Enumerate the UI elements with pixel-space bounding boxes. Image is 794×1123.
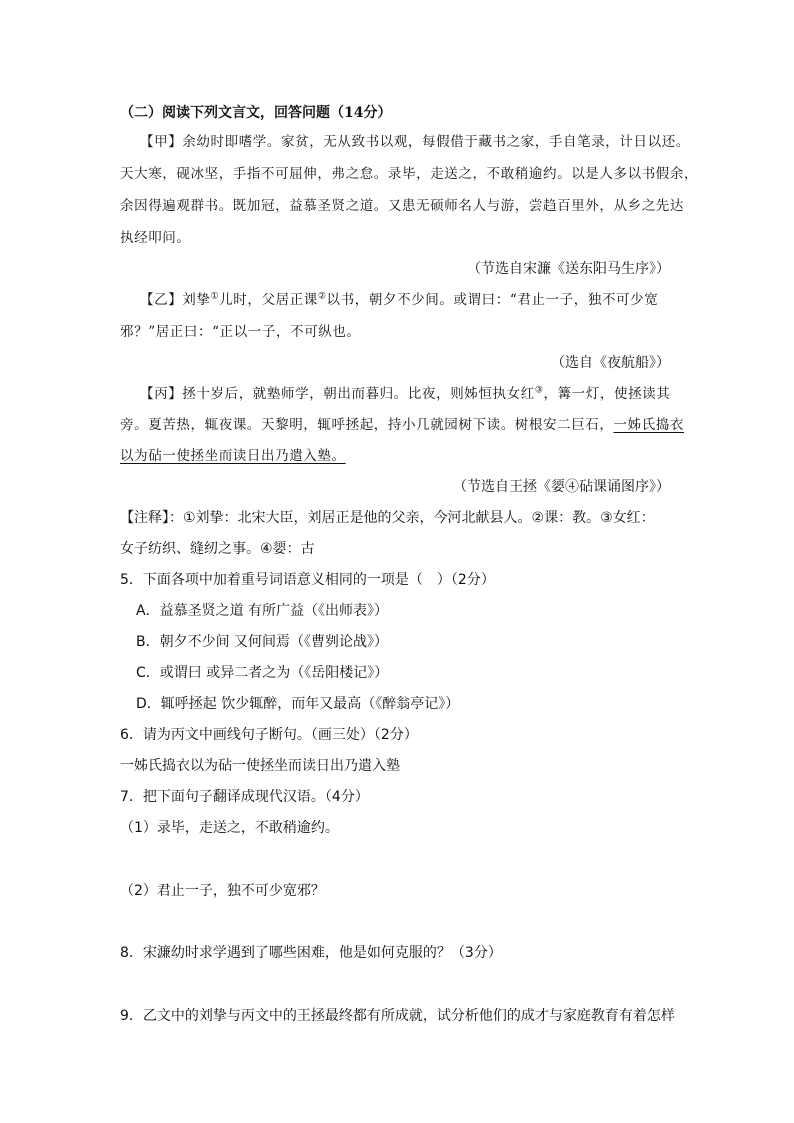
footnote-mark-2: ② [317, 291, 327, 302]
question-7-stem: 7．把下面句子翻译成现代汉语。（4分） [120, 789, 369, 805]
question-5-option-b: B．朝夕不少间 又何间焉（《曹刿论战》） [136, 634, 389, 650]
question-5-stem: 5．下面各项中加着重号词语意义相同的一项是（ ）（2分） [120, 572, 495, 588]
passage-bing-source: （节选自王拯《媭④砧课诵图序》） [453, 479, 670, 495]
passage-yi-text-c: 以书，朝夕不少间。或谓曰：“君止一子，独不可少宽 [326, 292, 659, 308]
question-6-stem: 6．请为丙文中画线句子断句。（画三处）（2分） [120, 727, 418, 743]
passage-jia-line-4: 执经叩问。 [120, 230, 191, 246]
underlined-sentence-part-1: 一姊氏捣衣 [613, 417, 684, 433]
passage-jia-line-2: 天大寒，砚冰坚，手指不可屈伸，弗之怠。录毕，走送之，不敢稍逾约。以是人多以书假余， [120, 166, 699, 182]
passage-yi-text-a: 【乙】刘挚 [140, 292, 211, 308]
section-title: （二）阅读下列文言文，回答问题（14分） [120, 105, 392, 121]
passage-bing-line-2 [120, 415, 684, 435]
question-5-option-c: C．或谓曰 或异二者之为（《岳阳楼记》） [136, 665, 389, 681]
passage-bing-line-1 [140, 384, 670, 404]
underlined-sentence-part-2: 以为砧一使拯坐而读日出乃遣入塾。 [120, 448, 346, 464]
footnote-mark-3: ③ [534, 385, 544, 396]
passage-jia-source: （节选自宋濂《送东阳马生序》） [467, 261, 670, 277]
question-7-item-2: （2）君止一子，独不可少宽邪？ [120, 883, 325, 899]
question-7-item-1: （1）录毕，走送之，不敢稍逾约。 [120, 820, 339, 836]
passage-yi-line-2: 邪？”居正曰：“正以一子，不可纵也。 [120, 324, 361, 340]
passage-jia-line-3: 余因得遍观群书。既加冠，益慕圣贤之道。又患无硕师名人与游，尝趋百里外，从乡之先达 [120, 198, 684, 214]
passage-yi-text-b: 儿时，父居正课 [219, 292, 318, 308]
question-9-stem: 9．乙文中的刘挚与丙文中的王拯最终都有所成就，试分析他们的成才与家庭教育有着怎样 [120, 1008, 675, 1024]
passage-jia-line-1: 【甲】余幼时即嗜学。家贫，无从致书以观，每假借于藏书之家，手自笔录，计日以还。 [140, 134, 690, 150]
question-5-option-a: A．益慕圣贤之道 有所广益（《出师表》） [136, 603, 389, 619]
question-5-option-d: D．辄呼拯起 饮少辄醉，而年又最高（《醉翁亭记》） [136, 696, 460, 712]
question-8-stem: 8．宋濂幼时求学遇到了哪些困难，他是如何克服的？（3分） [120, 945, 502, 961]
notes-line-2: 女子纺织、缝纫之事。④媭：古 [120, 541, 315, 557]
passage-yi-line-1 [140, 290, 658, 310]
passage-bing-text-a: 【丙】拯十岁后，就塾师学，朝出而暮归。比夜，则姊恒执女红 [140, 386, 535, 402]
notes-line-1: 【注释】：①刘挚：北宋大臣，刘居正是他的父亲，今河北献县人。②课：教。③女红： [120, 510, 655, 526]
passage-bing-text-b: ，篝一灯，使拯读其 [543, 386, 671, 402]
question-6-sentence: 一姊氏捣衣以为砧一使拯坐而读日出乃遣入塾 [120, 758, 400, 774]
passage-bing-text-plain: 旁。夏苦热，辄夜课。天黎明，辄呼拯起，持小几就园树下读。树根安二巨石， [120, 417, 614, 433]
passage-yi-source: （选自《夜航船》） [551, 355, 670, 371]
footnote-mark-1: ① [210, 291, 220, 302]
